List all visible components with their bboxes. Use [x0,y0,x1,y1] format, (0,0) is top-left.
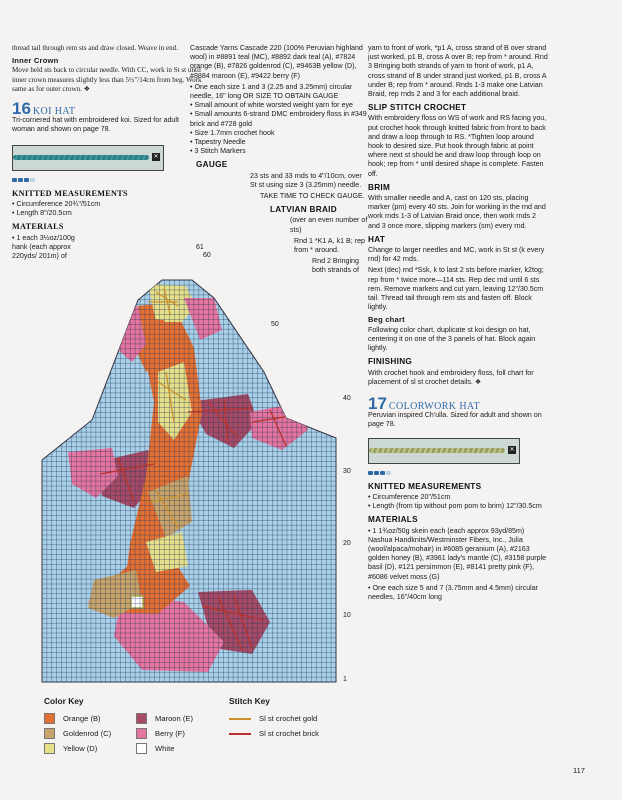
key-gold-stitch: Sl st crochet gold [229,711,359,726]
measurements-heading: KNITTED MEASUREMENTS [12,188,128,198]
gauge-heading: GAUGE [196,160,228,170]
key-berry: Berry (F) [136,726,216,741]
pattern-number: 17 [368,393,387,413]
row-label: 30 [343,468,351,475]
continued-text: thread tail through rem sts and draw closed. Weave in end. [12,44,178,52]
pattern-title: KOI HAT [32,106,76,118]
material-item: • Small amount of white worsted weight yarn for eye [190,101,353,110]
braid-text-1: (over an even number of sts) [290,216,368,234]
materials-text: • 1 1¾oz/50g skein each (each approx 93yd/85m) Nashua Handknits/Westminster Fibers, Inc., Julia (wool/alpaca/mohair) in #6085 geranium (A), #2163 golden honey (B), #3961 lady's mantle (C), #3158 purple basil (D), #121 persimmon (E), #8141 pretty pink (F), #6086 velvet moss (G) [368,526,547,581]
brim-text: With smaller needle and A, cast on 120 sts, placing marker (pm) every 40 sts. Join for working in the rnd and work rnds 1-3 of Latvian Braid once, then work rnds 2 and 3 once more, slipping markers (sm) every rnd. [368,194,546,230]
measurements-list [12,200,202,218]
row-label: 40 [343,395,351,402]
page-number: 117 [573,766,585,775]
materials-list [190,83,368,157]
materials-text: • 1 each 3½oz/100g hank (each approx 220yds/ 201m) of [12,233,75,261]
color-key [44,696,214,756]
hat-heading: HAT [368,234,386,244]
yarn-swatch-image: ✕ [12,145,164,171]
stitch-key [229,696,359,741]
finishing-text: With crochet hook and embroidery floss, foll chart for placement of sl st crochet details. ❖ [368,368,534,386]
material-item: • 3 Stitch Markers [190,147,246,156]
measurement-item: • Circumference 20"/51cm [368,492,451,501]
right-column [368,44,548,604]
material-item: • Size 1.7mm crochet hook [190,128,275,137]
hat-text: Change to larger needles and MC, work in St st (k every rnd) for 42 rnds. [368,246,545,264]
row-label: 1 [343,676,347,683]
material-item: • Small amounts 6-strand DMC embroidery floss in #349 brick and #728 gold [190,110,367,128]
koi-chart [38,262,338,687]
pattern-title: COLORWORK HAT [388,400,480,412]
materials-continued: Cascade Yarns Cascade 220 (100% Peruvian highland wool) in #8891 teal (MC), #8892 dark teal (A), #7824 orange (B), #7826 goldenrod (C), #9463B yellow (D), #8884 maroon (E), #9422 berry (F) [190,44,363,80]
row-label: 10 [343,612,351,619]
beg-chart-text: Following color chart, duplicate st koi design on hat, centering it on one of the 3 panels of hat. Block again lightly. [368,325,536,353]
pattern-16-title [12,99,202,119]
pattern-number: 16 [12,99,31,119]
inner-crown-heading: Inner Crown [12,56,59,66]
dec-text: Next (dec) rnd *Ssk, k to last 2 sts before marker, k2tog; rep from * twice more—114 sts. Rep dec rnd until 6 sts rem. Remove markers and cut yarn, leaving 12"/30.5cm tail. Thread tail through rem sts and fasten off. Block lightly. [368,266,544,312]
materials-heading: MATERIALS [12,222,64,232]
color-key-title: Color Key [44,696,84,706]
gauge-note: TAKE TIME TO CHECK GAUGE. [260,192,365,201]
finishing-heading: FINISHING [368,357,413,367]
row-label: 20 [343,540,351,547]
braid-continued: yarn to front of work, *p1 A, cross strand of B over strand just worked, p1 B, cross A over B; rep from * around. Rnd 3 Bringing both strands of yarn to front of work, p1 A, cross strand of B under strand just worked, p1 B, cross A under B; rep from * around. Rnds 1-3 make one Latvian Braid, rep rnds 2 and 3 for each additional braid. [368,44,548,99]
key-goldenrod: Goldenrod (C) [44,726,136,741]
koi-eye [131,596,143,608]
braid-text-2: Rnd 1 *K1 A, k1 B; rep from * around. [294,236,365,255]
beg-chart-heading: Beg chart [368,315,405,325]
middle-column [190,44,368,278]
key-orange: Orange (B) [44,711,136,726]
yarn-swatch-image: ✕ [368,438,520,464]
pattern-intro: Peruvian inspired Ch'ulla. Sized for adult and shown on page 78. [368,411,542,429]
key-maroon: Maroon (E) [136,711,216,726]
key-yellow: Yellow (D) [44,741,136,756]
slip-stitch-heading: SLIP STITCH CROCHET [368,103,467,113]
gauge-text: 23 sts and 33 rnds to 4"/10cm, over St st using size 3 (3.25mm) needle. [250,171,362,189]
row-label: 61 [196,244,204,251]
pattern-intro: Tri-cornered hat with embroidered koi. Sized for adult woman and shown on page 78. [12,116,179,134]
material-item: • Tapestry Needle [190,138,246,147]
pattern-17-title [368,393,548,413]
latvian-braid-heading: LATVIAN BRAID [270,205,337,215]
skill-level-icon [12,176,202,185]
measurements-list [368,493,548,511]
skill-level-icon [368,469,548,478]
braid-text-3: Rnd 2 Bringing both strands of [312,257,359,275]
inner-crown-text: Move held sts back to circular needle. With CC, work in St st until inner crown measures slightly less than 5½"/14cm from beg. Work same as for outer crown. ❖ [12,66,202,93]
needles-text: • One each size 5 and 7 (3.75mm and 4.5mm) circular needles, 16"/40cm long [368,583,539,601]
measurements-heading: KNITTED MEASUREMENTS [368,481,482,491]
material-item: • One each size 1 and 3 (2.25 and 3.25mm) circular needle, 16" long OR SIZE TO OBTAIN GAUGE [190,82,353,101]
measurement-item: • Circumference 20¾"/51cm [12,200,101,209]
key-white: White [136,741,216,756]
key-brick-stitch: Sl st crochet brick [229,726,359,741]
stitch-key-title: Stitch Key [229,696,270,706]
materials-heading: MATERIALS [368,515,418,525]
koi-chart-svg [38,262,338,687]
row-label: 50 [271,321,279,328]
row-label: 60 [203,252,211,259]
measurement-item: • Length 8"/20.5cm [12,209,72,218]
left-column [12,44,202,263]
brim-heading: BRIM [368,182,391,192]
slip-stitch-text: With embroidery floss on WS of work and RS facing you, put crochet hook through knitted fabric from front to back and draw a loop through to RS. *Tighten loop around hook to desired size. Put hook through fabric at point where next st should be and draw loop through loop on hook; rep from * until desired shape is complete. Fasten off. [368,114,547,178]
measurement-item: • Length (from tip without pom pom to brim) 12"/30.5cm [368,502,542,511]
